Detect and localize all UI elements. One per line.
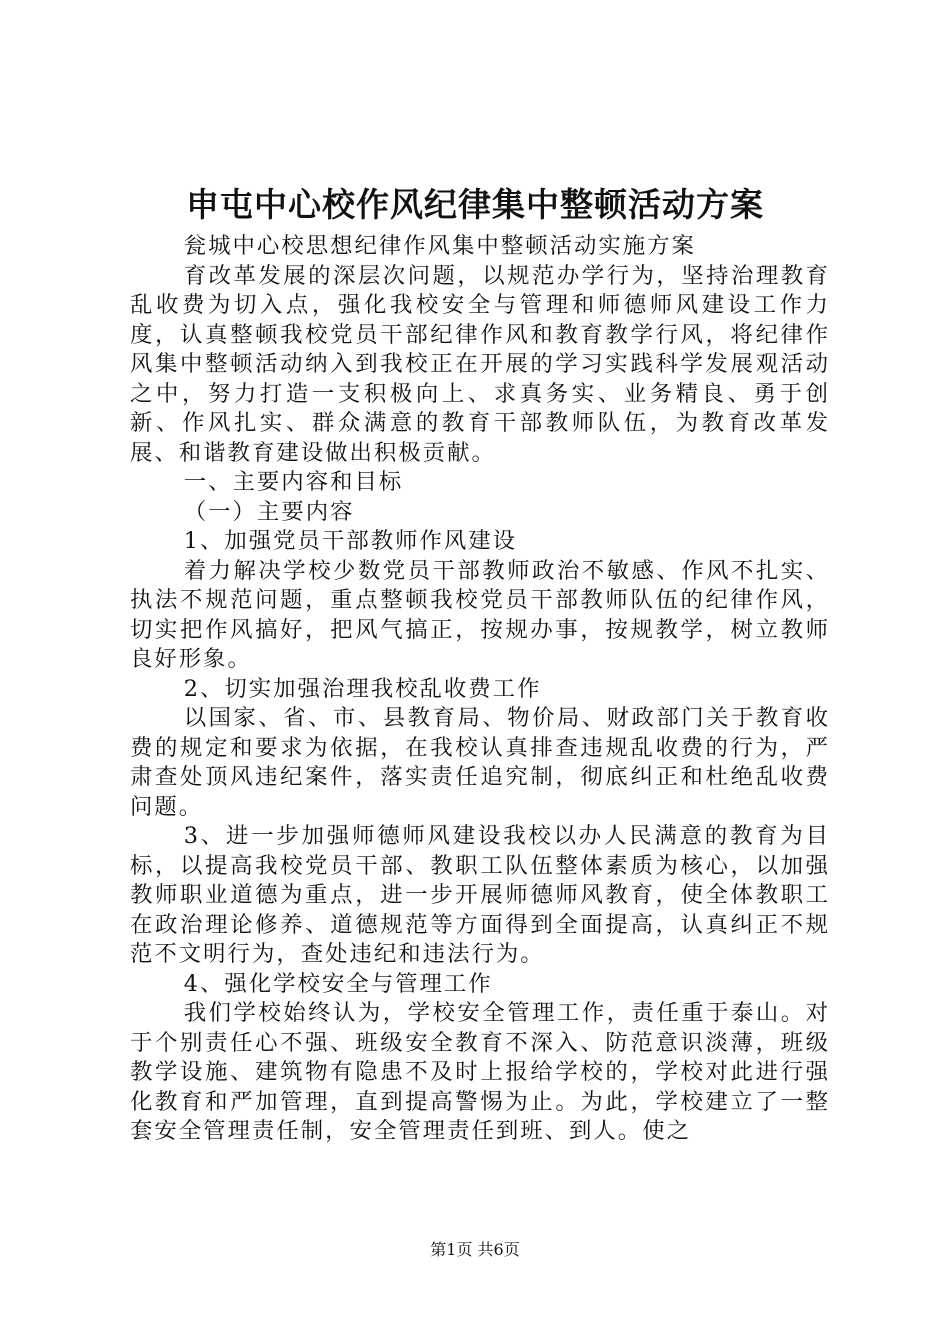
document-body <box>130 232 830 1147</box>
paragraph-subtitle: 瓮城中心校思想纪律作风集中整顿活动实施方案 <box>183 233 696 259</box>
page-number-footer: 第1页 共6页 <box>430 1240 520 1259</box>
paragraph: 以国家、省、市、县教育局、物价局、财政部门关于教育收费的规定和要求为依据，在我校认真排查违规乱收费的行为，严肃查处顶风违纪案件，落实责任追究制，彻底纠正和杜绝乱收费问题。 <box>130 705 830 820</box>
document-title: 申屯中心校作风纪律集中整顿活动方案 <box>186 185 764 224</box>
section-heading: 一、主要内容和目标 <box>183 469 404 495</box>
item-heading: 2、切实加强治理我校乱收费工作 <box>183 675 542 702</box>
paragraph: 育改革发展的深层次问题，以规范办学行为，坚持治理教育乱收费为切入点，强化我校安全与管理和师德师风建设工作力度，认真整顿我校党员干部纪律作风和教育教学行风，将纪律作风集中整顿活动纳入到我校正在开展的学习实践科学发展观活动之中，努力打造一支积极向上、求真务实、业务精良、勇于创新、作风扎实、群众满意的教育干部教师队伍，为教育改革发展、和谐教育建设做出积极贡献。 <box>130 262 830 466</box>
paragraph: 我们学校始终认为，学校安全管理工作，责任重于泰山。对于个别责任心不强、班级安全教育不深入、防范意识淡薄，班级教学设施、建筑物有隐患不及时上报给学校的，学校对此进行强化教育和严加管理，直到提高警惕为止。为此，学校建立了一整套安全管理责任制，安全管理责任到班、到人。使之 <box>130 1000 830 1144</box>
paragraph: 着力解决学校少数党员干部教师政治不敏感、作风不扎实、执法不规范问题，重点整顿我校党员干部教师队伍的纪律作风，切实把作风搞好，把风气搞正，按规办事，按规教学，树立教师良好形象。 <box>130 557 830 672</box>
item-heading: 1、加强党员干部教师作风建设 <box>183 528 518 554</box>
item-heading: 4、强化学校安全与管理工作 <box>183 970 493 997</box>
subsection-heading: （一）主要内容 <box>183 498 355 525</box>
paragraph: 3、进一步加强师德师风建设我校以办人民满意的教育为目标，以提高我校党员干部、教职工队伍整体素质为核心，以加强教师职业道德为重点，进一步开展师德师风教育，使全体教职工在政治理论修养、道德规范等方面得到全面提高，认真纠正不规范不文明行为，查处违纪和违法行为。 <box>130 823 830 967</box>
